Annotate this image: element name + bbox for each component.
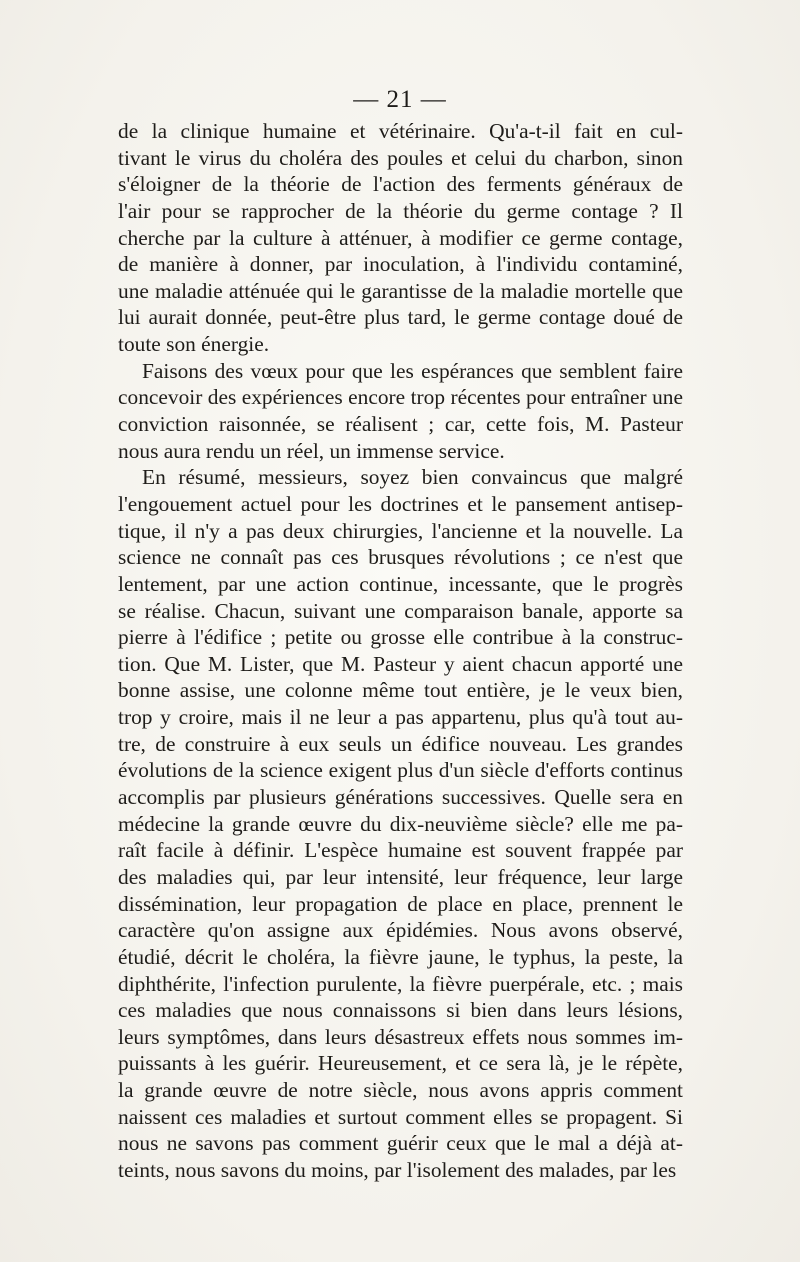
text-line: concevoir des expériences encore trop récentes pour entraîner une bbox=[118, 385, 683, 410]
text-line: nous aura rendu un réel, un immense service. bbox=[118, 438, 505, 463]
text-line: tivant le virus du choléra des poules et celui du charbon, sinon bbox=[118, 145, 683, 170]
page-number: — 21 — bbox=[353, 86, 447, 113]
text-line: cherche par la culture à atténuer, à modifier ce germe contage, bbox=[118, 225, 683, 250]
text-line: science ne connaît pas ces brusques révolutions ; ce n'est que bbox=[118, 545, 683, 570]
paragraph-2 bbox=[118, 358, 683, 465]
text-line: étudié, décrit le choléra, la fièvre jaune, le typhus, la peste, la bbox=[118, 944, 683, 969]
text-line: lui aurait donnée, peut-être plus tard, le germe contage doué de bbox=[118, 305, 683, 330]
text-line: conviction raisonnée, se réalisent ; car, cette fois, M. Pasteur bbox=[118, 412, 683, 437]
text-line: l'air pour se rapprocher de la théorie du germe contage ? Il bbox=[118, 198, 683, 223]
text-line: l'engouement actuel pour les doctrines et le pansement antisep- bbox=[118, 491, 683, 516]
text-line: dissémination, leur propagation de place en place, prennent le bbox=[118, 891, 683, 916]
text-line: naissent ces maladies et surtout comment elles se propagent. Si bbox=[118, 1104, 683, 1129]
text-line: bonne assise, une colonne même tout entière, je le veux bien, bbox=[118, 678, 683, 703]
text-line: tique, il n'y a pas deux chirurgies, l'ancienne et la nouvelle. La bbox=[118, 518, 683, 543]
text-line: évolutions de la science exigent plus d'un siècle d'efforts continus bbox=[118, 758, 683, 783]
text-line: lentement, par une action continue, incessante, que le progrès bbox=[118, 571, 683, 596]
text-line: puissants à les guérir. Heureusement, et ce sera là, je le répète, bbox=[118, 1051, 683, 1076]
text-line: diphthérite, l'infection purulente, la fièvre puerpérale, etc. ; mais bbox=[118, 971, 683, 996]
text-line: En résumé, messieurs, soyez bien convaincus que malgré bbox=[142, 465, 683, 490]
text-line: des maladies qui, par leur intensité, leur fréquence, leur large bbox=[118, 864, 683, 889]
text-line: de manière à donner, par inoculation, à l'individu contaminé, bbox=[118, 252, 683, 277]
text-line: Faisons des vœux pour que les espérances que semblent faire bbox=[142, 358, 683, 383]
text-line: caractère qu'on assigne aux épidémies. Nous avons observé, bbox=[118, 918, 683, 943]
text-line: pierre à l'édifice ; petite ou grosse elle contribue à la construc- bbox=[118, 625, 683, 650]
text-line: tion. Que M. Lister, que M. Pasteur y aient chacun apporté une bbox=[118, 651, 683, 676]
paragraph-1 bbox=[118, 118, 683, 358]
text-line: nous ne savons pas comment guérir ceux que le mal a déjà at- bbox=[118, 1131, 683, 1156]
text-line: se réalise. Chacun, suivant une comparaison banale, apporte sa bbox=[118, 598, 683, 623]
paragraph-3 bbox=[118, 464, 683, 1183]
text-line: tre, de construire à eux seuls un édifice nouveau. Les grandes bbox=[118, 731, 683, 756]
text-line: de la clinique humaine et vétérinaire. Qu'a-t-il fait en cul- bbox=[118, 119, 683, 143]
body-text bbox=[118, 118, 683, 1184]
text-line: ces maladies que nous connaissons si bien dans leurs lésions, bbox=[118, 998, 683, 1023]
text-line: trop y croire, mais il ne leur a pas appartenu, plus qu'à tout au- bbox=[118, 705, 683, 730]
text-line: leurs symptômes, dans leurs désastreux effets nous sommes im- bbox=[118, 1024, 683, 1049]
text-line: accomplis par plusieurs générations successives. Quelle sera en bbox=[118, 785, 683, 810]
text-line: une maladie atténuée qui le garantisse de la maladie mortelle que bbox=[118, 278, 683, 303]
text-line: raît facile à définir. L'espèce humaine est souvent frappée par bbox=[118, 838, 683, 863]
text-line: médecine la grande œuvre du dix-neuvième siècle? elle me pa- bbox=[118, 811, 683, 836]
text-line: la grande œuvre de notre siècle, nous avons appris comment bbox=[118, 1078, 683, 1103]
text-line: toute son énergie. bbox=[118, 332, 270, 357]
text-line: teints, nous savons du moins, par l'isolement des malades, par les bbox=[118, 1157, 677, 1182]
text-line: s'éloigner de la théorie de l'action des ferments généraux de bbox=[118, 172, 683, 197]
